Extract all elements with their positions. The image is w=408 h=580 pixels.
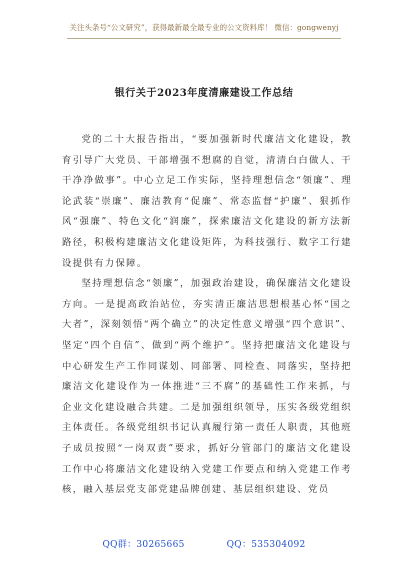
footer-qq: QQ：535304092 <box>226 540 306 550</box>
header-divider <box>67 38 341 39</box>
paragraph: 坚持理想信念“领廉”，加强政治建设，确保廉洁文化建设方向。一是提高政治站位，夯实清正廉洁思想根基心怀“国之大者”，深刻领悟“两个确立”的决定性意义增强“四个意识”、坚定“四个自信”、做到“两个维护”。坚持把廉洁文化建设与中心研发生产工作同谋划、同部署、同检查、同落实，坚持把廉洁文化建设作为一体推进“三不腐”的基础性工作来抓，与企业文化建设融合共建。二是加强组织领导，压实各级党组织主体责任。各级党组织书记认真履行第一责任人职责，其他班子成员按照“一岗双责”要求，抓好分管部门的廉洁文化建设工作中心将廉洁文化建设纳入党建工作要点和纳入党建工作考核，融入基层党支部党建品牌创建、基层组织建设、党员 <box>62 278 352 496</box>
header-banner: 关注头条号“公文研究”，获得最新最全最专业的公文资料库！ 微信：gongwenyj <box>69 23 339 32</box>
document-body <box>62 130 352 501</box>
footer-contact <box>0 537 408 550</box>
document-title: 银行关于2023年度清廉建设工作总结 <box>114 88 294 99</box>
paragraph: 党的二十大报告指出，“要加强新时代廉洁文化建设，教育引导广大党员、干部增强不想腐的自觉，清清白白做人、干干净净做事”。中心立足工作实际，坚持理想信念“领廉”、理论武装“崇廉”、廉洁教育“促廉”、常态监督“护廉”、狠抓作风“强廉”、特色文化“润廉”，探索廉洁文化建设的新方法新路径，积极构建廉洁文化建设矩阵，为科技强行、数字工行建设提供有力保障。 <box>62 134 352 269</box>
footer-qq-group: QQ群：30265665 <box>102 540 185 550</box>
